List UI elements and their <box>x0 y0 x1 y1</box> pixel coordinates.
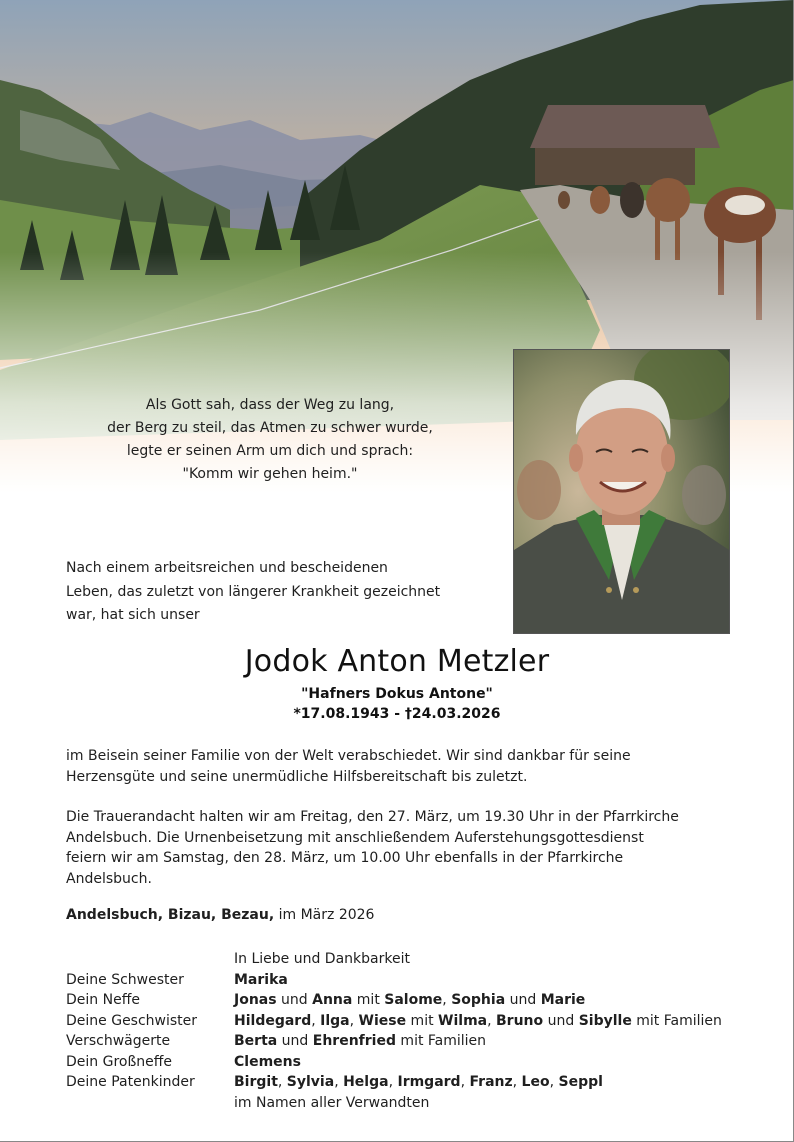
mourners-footer: im Namen aller Verwandten <box>234 1094 430 1111</box>
mourner-names <box>234 990 585 1011</box>
mourner-name: Ilga <box>320 1012 350 1029</box>
paragraph-line: Andelsbuch. <box>66 870 152 887</box>
mourner-connector: und <box>543 1012 579 1029</box>
mourner-connector: , <box>549 1074 559 1090</box>
deceased-name: Jodok Anton Metzler <box>244 644 550 679</box>
mourner-connector: mit Familien <box>631 1012 722 1029</box>
mourner-names <box>234 1052 301 1073</box>
intro-line: war, hat sich unser <box>66 607 200 623</box>
mourner-name: Seppl <box>558 1074 603 1090</box>
mourner-name: Franz <box>469 1074 513 1090</box>
mourner-name: Clemens <box>234 1053 301 1070</box>
mourner-name: Salome <box>384 992 443 1008</box>
life-dates: *17.08.1943 - †24.03.2026 <box>293 706 501 722</box>
mourner-name: Marie <box>540 992 586 1008</box>
mourner-name: Helga <box>343 1074 389 1090</box>
mourners-footer-row <box>66 1093 766 1114</box>
paragraph-line: feiern wir am Samstag, den 28. März, um 10.00 Uhr ebenfalls in der Pfarrkirche <box>66 850 624 866</box>
mourner-connector: , <box>460 1074 470 1090</box>
mourner-row <box>66 990 766 1011</box>
mourner-connector: und <box>277 1033 313 1049</box>
mourner-row <box>66 1031 766 1052</box>
mourners-header: In Liebe und Dankbarkeit <box>234 951 410 967</box>
mourner-names <box>234 1031 486 1052</box>
mourner-connector: mit <box>406 1012 439 1029</box>
mourner-name: Irmgard <box>397 1074 461 1090</box>
mourner-name: Wiese <box>358 1012 407 1029</box>
mourner-name: Sophia <box>451 992 506 1008</box>
mourner-name: Bruno <box>496 1012 544 1029</box>
mourner-row <box>66 1011 766 1032</box>
mourner-name: Wilma <box>438 1012 488 1029</box>
mourner-connector: , <box>487 1012 497 1029</box>
mourner-role: Dein Großneffe <box>66 1053 173 1070</box>
mourner-role: Dein Neffe <box>66 992 140 1008</box>
mourner-connector: , <box>311 1012 321 1029</box>
mourners-header-row <box>66 949 766 970</box>
place-and-date <box>66 907 374 923</box>
mourner-name: Birgit <box>234 1074 278 1090</box>
paragraph-line: Herzensgüte und seine unermüdliche Hilfsbereitschaft bis zuletzt. <box>66 768 528 785</box>
mourner-row <box>66 970 766 991</box>
mourner-name: Berta <box>234 1033 278 1049</box>
mourner-role-empty <box>66 1093 234 1114</box>
poem-line: legte er seinen Arm um dich und sprach: <box>126 443 414 459</box>
paragraph-line: im Beisein seiner Familie von der Welt verabschiedet. Wir sind dankbar für seine <box>66 748 631 764</box>
mourner-role: Deine Geschwister <box>66 1012 198 1029</box>
mourner-name: Ehrenfried <box>312 1033 396 1049</box>
mourner-role: Verschwägerte <box>66 1033 171 1049</box>
mourner-connector: und <box>276 992 313 1008</box>
place-towns: Andelsbuch, Bizau, Bezau, <box>66 907 275 923</box>
mourners-list <box>66 949 766 1113</box>
place-date: im März 2026 <box>274 907 375 923</box>
mourner-connector: , <box>388 1074 398 1090</box>
paragraph-line: Andelsbuch. Die Urnenbeisetzung mit anschließendem Auferstehungsgottesdienst <box>66 829 644 846</box>
intro-line: Leben, das zuletzt von längerer Krankheit gezeichnet <box>66 583 441 600</box>
poem-line: Als Gott sah, dass der Weg zu lang, <box>145 397 395 413</box>
mourner-names <box>234 1011 722 1032</box>
mourner-connector: mit <box>352 992 385 1008</box>
mourner-name: Sylvia <box>286 1074 335 1090</box>
mourner-connector: , <box>277 1074 287 1090</box>
intro-line: Nach einem arbeitsreichen und bescheidenen <box>66 560 388 576</box>
mourner-role-empty <box>66 949 234 970</box>
mourner-name: Hildegard <box>234 1012 312 1029</box>
mourner-row <box>66 1072 766 1093</box>
mourner-connector: , <box>349 1012 359 1029</box>
mourner-names <box>234 1072 603 1093</box>
mourner-connector: und <box>505 992 541 1008</box>
mourner-names <box>234 970 288 991</box>
mourner-name: Jonas <box>234 992 277 1008</box>
mourner-row <box>66 1052 766 1073</box>
mourner-name: Sibylle <box>578 1012 632 1029</box>
service-details-paragraph <box>66 807 736 889</box>
intro-text <box>66 557 486 628</box>
mourner-role: Deine Schwester <box>66 971 184 988</box>
paragraph-line: Die Trauerandacht halten wir am Freitag, den 27. März, um 19.30 Uhr in der Pfarrkirche <box>66 809 679 825</box>
portrait-photo <box>513 349 730 634</box>
mourner-connector: , <box>442 992 452 1008</box>
deceased-nickname: "Hafners Dokus Antone" <box>301 686 493 702</box>
mourner-name: Anna <box>312 992 353 1008</box>
memorial-poem <box>70 394 470 486</box>
mourner-connector: , <box>512 1074 522 1090</box>
mourner-connector: mit Familien <box>395 1033 487 1049</box>
mourner-name: Leo <box>521 1074 550 1090</box>
poem-line: "Komm wir gehen heim." <box>182 466 358 482</box>
mourner-role: Deine Patenkinder <box>66 1074 195 1090</box>
gratitude-paragraph <box>66 746 736 787</box>
poem-line: der Berg zu steil, das Atmen zu schwer wurde, <box>107 420 433 436</box>
mourner-connector: , <box>334 1074 344 1090</box>
mourner-name: Marika <box>234 971 288 988</box>
